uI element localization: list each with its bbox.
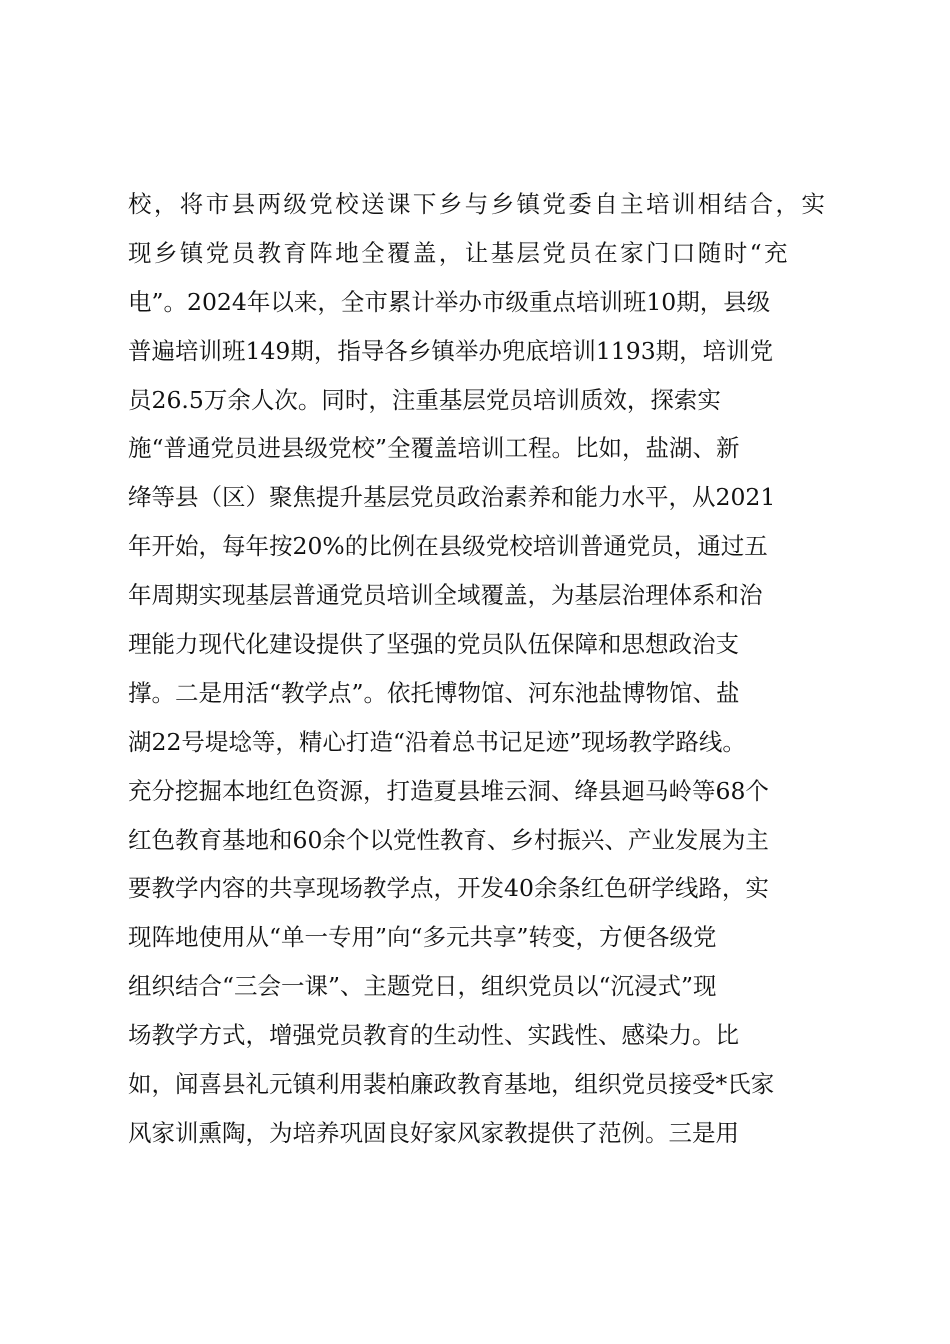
text-line: 现阵地使用从“单一专用”向“多元共享”转变，方便各级党 (128, 923, 717, 952)
text-line: 现乡镇党员教育阵地全覆盖，让基层党员在家门口随时“充 (128, 238, 790, 267)
text-line: 员26.5万余人次。同时，注重基层党员培训质效，探索实 (128, 385, 721, 414)
text-line: 风家训熏陶，为培养巩固良好家风家教提供了范例。三是用 (128, 1118, 739, 1147)
text-line: 撑。二是用活“教学点”。依托博物馆、河东池盐博物馆、盐 (128, 678, 740, 707)
text-line: 湖22号堤埝等，精心打造“沿着总书记足迹”现场教学路线。 (128, 727, 746, 756)
text-line: 校，将市县两级党校送课下乡与乡镇党委自主培训相结合，实 (128, 190, 828, 218)
text-line: 电”。2024年以来，全市累计举办市级重点培训班10期，县级 (128, 287, 771, 316)
text-line: 普遍培训班149期，指导各乡镇举办兜底培训1193期，培训党 (128, 336, 774, 365)
text-line: 年周期实现基层普通党员培训全域覆盖，为基层治理体系和治 (128, 581, 763, 610)
text-line: 如，闻喜县礼元镇利用裴柏廉政教育基地，组织党员接受*氏家 (128, 1070, 775, 1099)
body-text (128, 180, 828, 1158)
text-line: 要教学内容的共享现场教学点，开发40余条红色研学线路，实 (128, 874, 769, 903)
text-line: 年开始，每年按20%的比例在县级党校培训普通党员，通过五 (128, 532, 768, 561)
text-line: 充分挖掘本地红色资源，打造夏县堆云洞、绛县迴马岭等68个 (128, 776, 769, 805)
text-line: 组织结合“三会一课”、主题党日，组织党员以“沉浸式”现 (128, 972, 717, 1001)
text-line: 红色教育基地和60余个以党性教育、乡村振兴、产业发展为主 (128, 825, 769, 854)
text-line: 场教学方式，增强党员教育的生动性、实践性、感染力。比 (128, 1021, 739, 1050)
text-line: 理能力现代化建设提供了坚强的党员队伍保障和思想政治支 (128, 630, 739, 659)
text-line: 施“普通党员进县级党校”全覆盖培训工程。比如，盐湖、新 (128, 434, 740, 463)
text-line: 绛等县（区）聚焦提升基层党员政治素养和能力水平，从2021 (128, 483, 776, 512)
